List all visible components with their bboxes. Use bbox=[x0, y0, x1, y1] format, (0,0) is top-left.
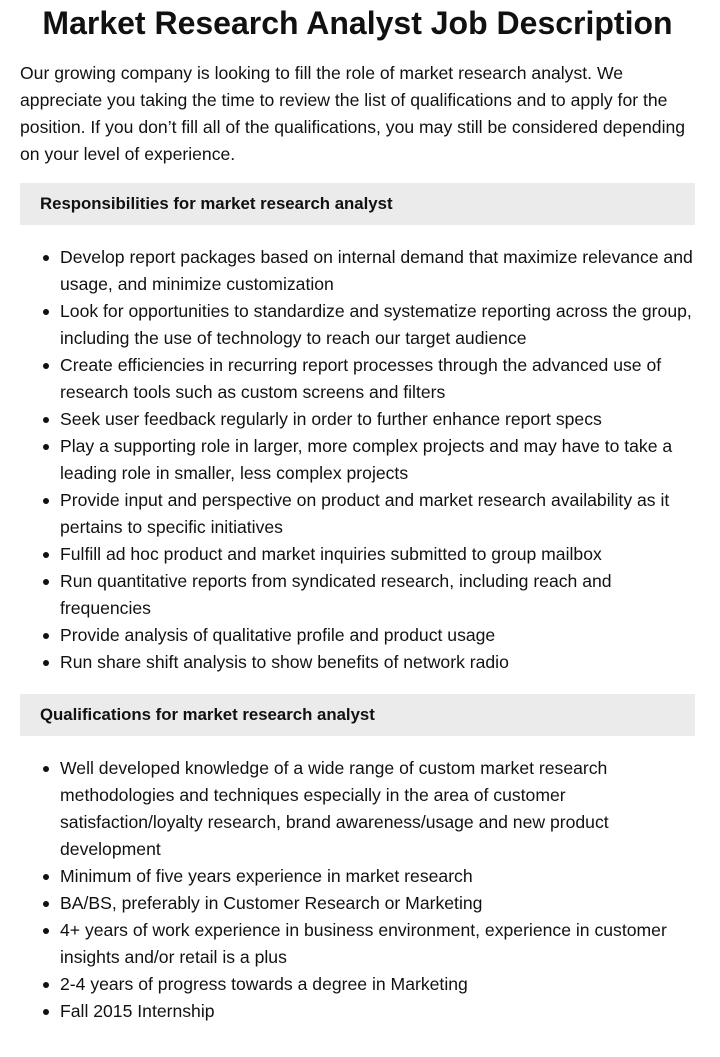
list-item: Minimum of five years experience in market research bbox=[60, 863, 695, 890]
responsibilities-list bbox=[20, 244, 695, 676]
list-item: Run quantitative reports from syndicated research, including reach and frequencies bbox=[60, 568, 695, 622]
list-item: Provide input and perspective on product and market research availability as it pertains to specific initiatives bbox=[60, 487, 695, 541]
list-item: 4+ years of work experience in business environment, experience in customer insights and/or retail is a plus bbox=[60, 917, 695, 971]
intro-paragraph: Our growing company is looking to fill the role of market research analyst. We appreciate you taking the time to review the list of qualifications and to apply for the position. If you don’t fill all of the qualifications, you may still be considered depending on your level of experience. bbox=[20, 63, 686, 164]
list-item: Fall 2015 Internship bbox=[60, 998, 695, 1025]
list-item: Run share shift analysis to show benefits of network radio bbox=[60, 649, 695, 676]
list-item: Well developed knowledge of a wide range of custom market research methodologies and techniques especially in the area of customer satisfaction/loyalty research, brand awareness/usage and new product development bbox=[60, 755, 695, 863]
list-item: Develop report packages based on internal demand that maximize relevance and usage, and minimize customization bbox=[60, 244, 695, 298]
list-item: Create efficiencies in recurring report processes through the advanced use of research tools such as custom screens and filters bbox=[60, 352, 695, 406]
list-item: Look for opportunities to standardize and systematize reporting across the group, including the use of technology to reach our target audience bbox=[60, 298, 695, 352]
list-item: BA/BS, preferably in Customer Research or Marketing bbox=[60, 890, 695, 917]
qualifications-list bbox=[20, 755, 695, 1025]
qualifications-heading: Qualifications for market research analyst bbox=[20, 694, 695, 736]
list-item: Fulfill ad hoc product and market inquiries submitted to group mailbox bbox=[60, 541, 695, 568]
list-item: Seek user feedback regularly in order to further enhance report specs bbox=[60, 406, 695, 433]
list-item: Play a supporting role in larger, more complex projects and may have to take a leading role in smaller, less complex projects bbox=[60, 433, 695, 487]
list-item: Provide analysis of qualitative profile and product usage bbox=[60, 622, 695, 649]
page-title: Market Research Analyst Job Description bbox=[42, 5, 673, 41]
list-item: 2-4 years of progress towards a degree in Marketing bbox=[60, 971, 695, 998]
responsibilities-heading: Responsibilities for market research analyst bbox=[20, 183, 695, 225]
